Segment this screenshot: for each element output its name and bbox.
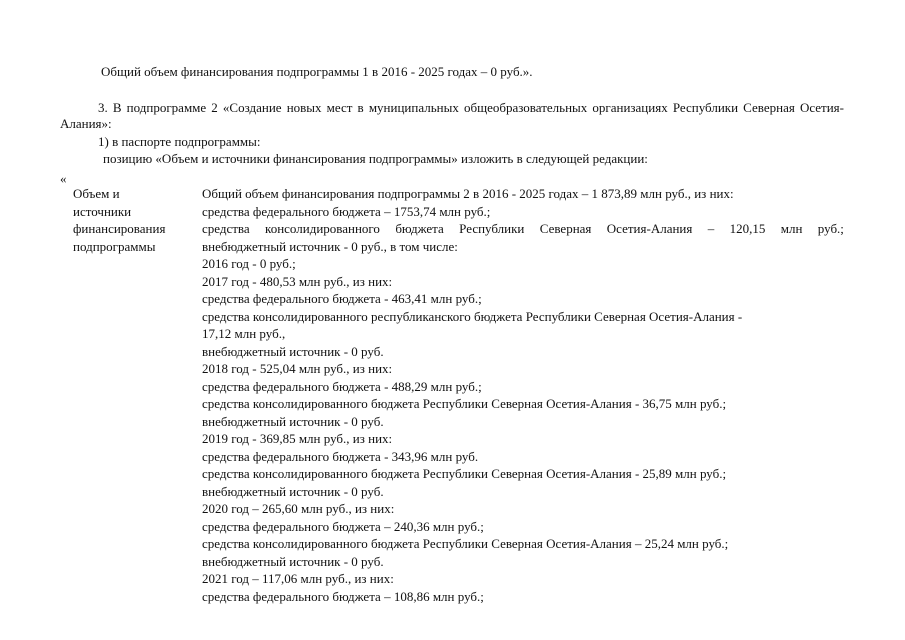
subprogram1-total-line: Общий объем финансирования подпрограммы 1 в 2016 - 2025 годах – 0 руб.». — [101, 64, 533, 79]
detail-line: средства федерального бюджета – 108,86 млн руб.; — [202, 588, 484, 604]
detail-line: средства федерального бюджета – 1753,74 млн руб.; — [202, 203, 491, 219]
detail-line: средства федерального бюджета - 463,41 млн руб.; — [202, 291, 482, 306]
word: бюджета — [395, 221, 444, 236]
detail-line: 2019 год - 369,85 млн руб., из них: — [202, 431, 393, 446]
financing-label-cell — [73, 185, 193, 255]
open-quote-mark: « — [60, 171, 67, 186]
detail-line-justified — [202, 220, 844, 238]
detail-line: 2017 год - 480,53 млн руб., из них: — [202, 273, 393, 289]
detail-line: внебюджетный источник - 0 руб. — [202, 553, 384, 569]
detail-line: 2021 год – 117,06 млн руб., из них: — [202, 571, 394, 586]
detail-line: внебюджетный источник - 0 руб., в том числе: — [202, 238, 458, 254]
financing-details-cell — [202, 185, 844, 605]
detail-line: 2016 год - 0 руб.; — [202, 256, 296, 271]
detail-line: средства консолидированного бюджета Республики Северная Осетия-Алания - 36,75 млн руб.; — [202, 396, 727, 411]
detail-line: средства федерального бюджета - 488,29 млн руб.; — [202, 378, 482, 394]
detail-line: средства консолидированного бюджета Республики Северная Осетия-Алания - 25,89 млн руб.; — [202, 466, 727, 481]
detail-line: средства консолидированного республиканского бюджета Республики Северная Осетия-Алания - — [202, 308, 743, 324]
detail-line: Общий объем финансирования подпрограммы 2 в 2016 - 2025 годах – 1 873,89 млн руб., из них: — [202, 186, 734, 201]
word: Республики — [459, 221, 525, 236]
word: Северная — [539, 221, 592, 236]
detail-line: 17,12 млн руб., — [202, 326, 286, 341]
word: средства — [202, 221, 250, 236]
word: 120,15 — [729, 221, 766, 236]
word: консолидированного — [265, 221, 380, 236]
word: руб.; — [817, 221, 844, 236]
detail-line: внебюджетный источник - 0 руб. — [202, 343, 384, 359]
label-line: финансирования — [73, 221, 166, 236]
passport-subitem: 1) в паспорте подпрограммы: — [98, 134, 261, 149]
label-line: Объем и — [73, 186, 120, 201]
word: – — [707, 221, 715, 236]
word: Осетия-Алания — [606, 221, 693, 236]
detail-line: 2020 год – 265,60 млн руб., из них: — [202, 501, 395, 516]
word: млн — [780, 221, 803, 236]
detail-line: внебюджетный источник - 0 руб. — [202, 483, 384, 499]
instruction-line: позицию «Объем и источники финансирования подпрограммы» изложить в следующей редакции: — [103, 151, 648, 166]
item-3-paragraph: 3. В подпрограмме 2 «Создание новых мест в муниципальных общеобразовательных организациях Республики Северная Осетия-Алания»: — [60, 100, 844, 131]
detail-line: средства федерального бюджета - 343,96 млн руб. — [202, 448, 479, 464]
detail-line: внебюджетный источник - 0 руб. — [202, 413, 384, 429]
label-line: источники — [73, 203, 132, 219]
detail-line: средства консолидированного бюджета Республики Северная Осетия-Алания – 25,24 млн руб.; — [202, 536, 729, 551]
label-line: подпрограммы — [73, 238, 156, 254]
detail-line: 2018 год - 525,04 млн руб., из них: — [202, 361, 393, 376]
detail-line: средства федерального бюджета – 240,36 млн руб.; — [202, 518, 484, 534]
